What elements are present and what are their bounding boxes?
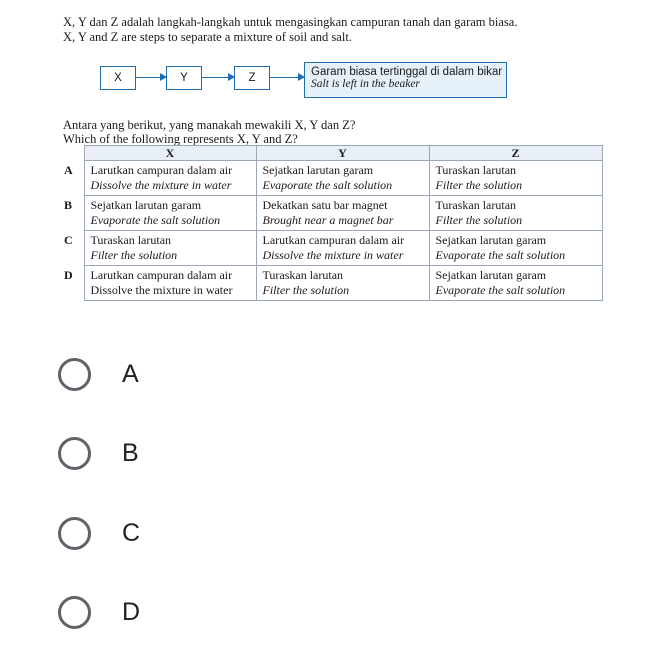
table-cell — [256, 266, 429, 301]
cell-english: Filter the solution — [262, 282, 350, 297]
cell-malay: Larutkan campuran dalam air — [90, 268, 233, 282]
cell-english: Evaporate the salt solution — [262, 177, 393, 192]
table-row — [60, 231, 602, 266]
row-label: A — [64, 162, 73, 177]
choice-a[interactable] — [58, 354, 139, 394]
radio-unchecked-icon[interactable] — [58, 358, 91, 391]
choice-c[interactable] — [58, 513, 140, 553]
cell-malay: Sejatkan larutan garam — [262, 163, 374, 177]
arrow-icon — [136, 77, 166, 78]
table-row — [60, 161, 602, 196]
cell-english: Brought near a magnet bar — [262, 212, 394, 227]
cell-english: Evaporate the salt solution — [90, 212, 221, 227]
cell-malay: Dekatkan satu bar magnet — [262, 198, 388, 212]
table-cell — [429, 266, 602, 301]
arrow-icon — [202, 77, 234, 78]
row-label: B — [64, 197, 73, 212]
cell-english: Filter the solution — [435, 212, 523, 227]
choice-b[interactable] — [58, 433, 139, 473]
cell-malay: Sejatkan larutan garam — [435, 233, 547, 247]
cell-english: Dissolve the mixture in water — [90, 177, 232, 192]
table-cell — [84, 266, 256, 301]
cell-malay: Turaskan larutan — [90, 233, 172, 247]
table-cell — [429, 231, 602, 266]
cell-malay: Turaskan larutan — [262, 268, 344, 282]
cell-english: Dissolve the mixture in water — [262, 247, 404, 262]
choice-label[interactable]: C — [122, 518, 141, 547]
cell-english: Evaporate the salt solution — [435, 247, 566, 262]
radio-unchecked-icon[interactable] — [58, 596, 91, 629]
choice-label[interactable]: A — [122, 359, 139, 388]
step-x-box: X — [100, 66, 136, 90]
cell-malay: Turaskan larutan — [435, 163, 517, 177]
table-cell — [84, 231, 256, 266]
choice-d[interactable] — [58, 592, 140, 632]
cell-english: Evaporate the salt solution — [435, 282, 566, 297]
table-cell — [429, 161, 602, 196]
cell-malay: Sejatkan larutan garam — [90, 198, 202, 212]
table-cell — [256, 196, 429, 231]
cell-english: Filter the solution — [90, 247, 178, 262]
table-cell — [84, 196, 256, 231]
cell-malay: Turaskan larutan — [435, 198, 517, 212]
step-y-box: Y — [166, 66, 202, 90]
cell-malay: Larutkan campuran dalam air — [262, 233, 405, 247]
result-box — [304, 62, 507, 98]
intro-english: X, Y and Z are steps to separate a mixture of soil and salt. — [63, 30, 352, 44]
table-header-row — [60, 146, 602, 161]
cell-malay: Sejatkan larutan garam — [435, 268, 547, 282]
column-header: Z — [429, 146, 602, 161]
column-header: Y — [256, 146, 429, 161]
radio-unchecked-icon[interactable] — [58, 517, 91, 550]
prompt-english: Which of the following represents X, Y and Z? — [63, 132, 298, 146]
radio-unchecked-icon[interactable] — [58, 437, 91, 470]
table-cell — [84, 161, 256, 196]
row-label: D — [64, 267, 73, 282]
arrow-icon — [270, 77, 304, 78]
result-english: Salt is left in the beaker — [311, 78, 420, 90]
column-header: X — [84, 146, 256, 161]
choice-label[interactable]: D — [122, 597, 141, 626]
table-row — [60, 266, 602, 301]
table-cell — [256, 161, 429, 196]
result-malay: Garam biasa tertinggal di dalam bikar — [311, 66, 503, 78]
table-row — [60, 196, 602, 231]
table-cell — [429, 196, 602, 231]
row-label: C — [64, 232, 73, 247]
choice-label[interactable]: B — [122, 438, 139, 467]
table-cell — [256, 231, 429, 266]
options-table — [60, 145, 603, 301]
cell-malay: Larutkan campuran dalam air — [90, 163, 233, 177]
step-z-box: Z — [234, 66, 270, 90]
intro-malay: X, Y dan Z adalah langkah-langkah untuk mengasingkan campuran tanah dan garam biasa. — [63, 15, 518, 29]
prompt-malay: Antara yang berikut, yang manakah mewakili X, Y dan Z? — [63, 118, 356, 132]
cell-english: Filter the solution — [435, 177, 523, 192]
cell-english: Dissolve the mixture in water — [90, 282, 233, 297]
